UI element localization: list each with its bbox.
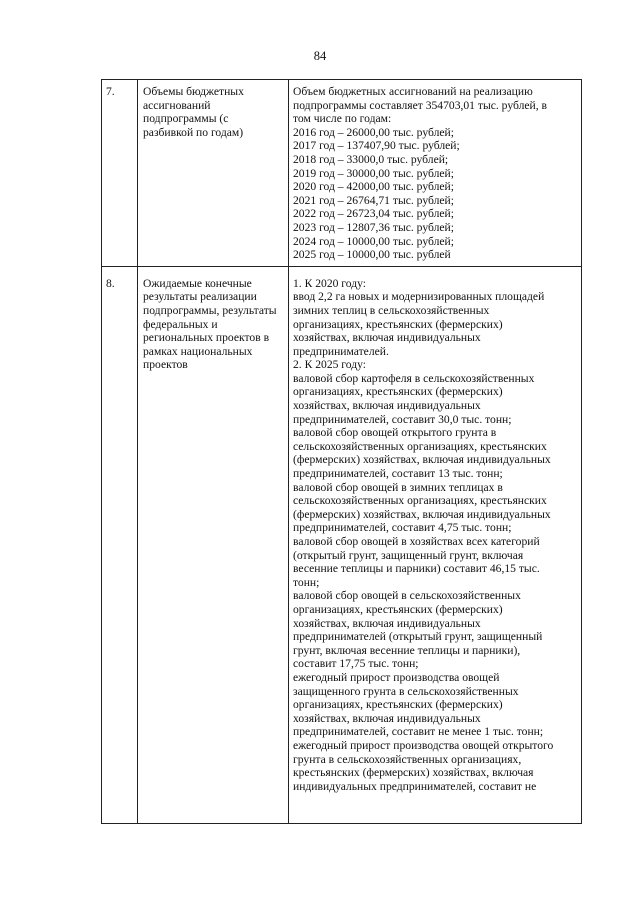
label-line: проектов <box>143 358 188 372</box>
value-line: валовой сбор картофеля в сельскохозяйственных <box>293 371 535 385</box>
row-number: 7. <box>102 80 138 266</box>
value-line: предпринимателей, составит 13 тыс. тонн; <box>293 467 503 481</box>
value-line: ежегодный прирост производства овощей <box>293 670 500 684</box>
value-line: хозяйствах, включая индивидуальных <box>293 616 481 630</box>
value-line: хозяйствах, включая индивидуальных <box>293 399 481 413</box>
value-line: тонн; <box>293 575 320 589</box>
table-row-7 <box>102 80 582 267</box>
value-line: 2023 год – 12807,36 тыс. рублей; <box>293 220 454 234</box>
subprogram-passport-table <box>101 79 582 824</box>
label-line: результаты реализации <box>143 290 257 304</box>
label-line: Объемы бюджетных <box>143 85 244 98</box>
value-line: организациях, крестьянских (фермерских) <box>293 602 503 616</box>
value-line: предпринимателей, составит 30,0 тыс. тонн; <box>293 412 512 426</box>
value-line: 1. К 2020 году: <box>293 276 367 290</box>
value-line: 2. К 2025 году: <box>293 358 367 372</box>
value-line: 2017 год – 137407,90 тыс. рублей; <box>293 139 460 153</box>
value-line: хозяйствах, включая индивидуальных <box>293 711 481 725</box>
value-line: защищенного грунта в сельскохозяйственных <box>293 684 519 698</box>
value-line: 2021 год – 26764,71 тыс. рублей; <box>293 193 454 207</box>
value-line: (фермерских) хозяйствах, включая индивидуальных <box>293 453 551 467</box>
value-line: грунта в сельскохозяйственных организациях, <box>293 752 522 766</box>
value-line: 2016 год – 26000,00 тыс. рублей; <box>293 125 454 139</box>
value-line: том числе по годам: <box>293 112 392 126</box>
value-line: Объем бюджетных ассигнований на реализацию <box>293 85 533 98</box>
value-line: предпринимателей, составит не менее 1 тыс. тонн; <box>293 725 544 739</box>
value-line: крестьянских (фермерских) хозяйствах, включая <box>293 766 534 780</box>
value-line: организациях, крестьянских (фермерских) <box>293 698 503 712</box>
row-value <box>289 80 582 266</box>
value-line: организациях, крестьянских (фермерских) <box>293 317 503 331</box>
value-line: организациях, крестьянских (фермерских) <box>293 385 503 399</box>
value-line: индивидуальных предпринимателей, составит не <box>293 779 537 793</box>
value-line: (фермерских) хозяйствах, включая индивидуальных <box>293 507 551 521</box>
row-value <box>289 267 582 823</box>
label-line: ассигнований <box>143 98 211 112</box>
value-line: сельскохозяйственных организациях, крестьянских <box>293 439 547 453</box>
row-label <box>138 267 289 823</box>
label-line: подпрограммы (с <box>143 112 229 126</box>
value-line: предпринимателей, составит 4,75 тыс. тонн; <box>293 521 512 535</box>
value-line: грунт, включая весенние теплицы и парники), <box>293 643 521 657</box>
value-line: валовой сбор овощей в хозяйствах всех категорий <box>293 535 540 548</box>
row-number: 8. <box>102 267 138 823</box>
value-line: (открытый грунт, защищенный грунт, включая <box>293 548 524 562</box>
value-line: предпринимателей (открытый грунт, защищенный <box>293 630 543 644</box>
value-line: 2020 год – 42000,00 тыс. рублей; <box>293 180 454 194</box>
label-line: региональных проектов в <box>143 331 270 345</box>
value-line: 2024 год – 10000,00 тыс. рублей; <box>293 234 454 248</box>
value-line: хозяйствах, включая индивидуальных <box>293 331 481 345</box>
value-line: весенние теплицы и парники) составит 46,15 тыс. <box>293 562 540 576</box>
label-line: Ожидаемые конечные <box>143 276 252 290</box>
label-line: подпрограммы, результаты <box>143 303 277 317</box>
value-line: ввод 2,2 га новых и модернизированных площадей <box>293 290 545 304</box>
value-line: сельскохозяйственных организациях, крестьянских <box>293 494 547 508</box>
label-line: федеральных и <box>143 317 218 331</box>
value-line: 2018 год – 33000,0 тыс. рублей; <box>293 152 449 166</box>
value-line: подпрограммы составляет 354703,01 тыс. рублей, в <box>293 98 547 112</box>
value-line: составит 17,75 тыс. тонн; <box>293 657 419 671</box>
value-line: валовой сбор овощей открытого грунта в <box>293 426 497 440</box>
value-line: 2019 год – 30000,00 тыс. рублей; <box>293 166 454 180</box>
label-line: разбивкой по годам) <box>143 125 244 139</box>
page-number: 84 <box>313 49 327 63</box>
row-label <box>138 80 289 266</box>
value-line: зимних теплиц в сельскохозяйственных <box>293 303 490 317</box>
value-line: 2022 год – 26723,04 тыс. рублей; <box>293 207 454 221</box>
value-line: предпринимателей. <box>293 344 389 358</box>
value-line: 2025 год – 10000,00 тыс. рублей <box>293 248 451 262</box>
value-line: валовой сбор овощей в зимних теплицах в <box>293 480 503 494</box>
value-line: валовой сбор овощей в сельскохозяйственных <box>293 589 521 603</box>
label-line: рамках национальных <box>143 344 253 358</box>
table-row-8 <box>102 267 582 824</box>
value-line: ежегодный прирост производства овощей открытого <box>293 738 554 752</box>
